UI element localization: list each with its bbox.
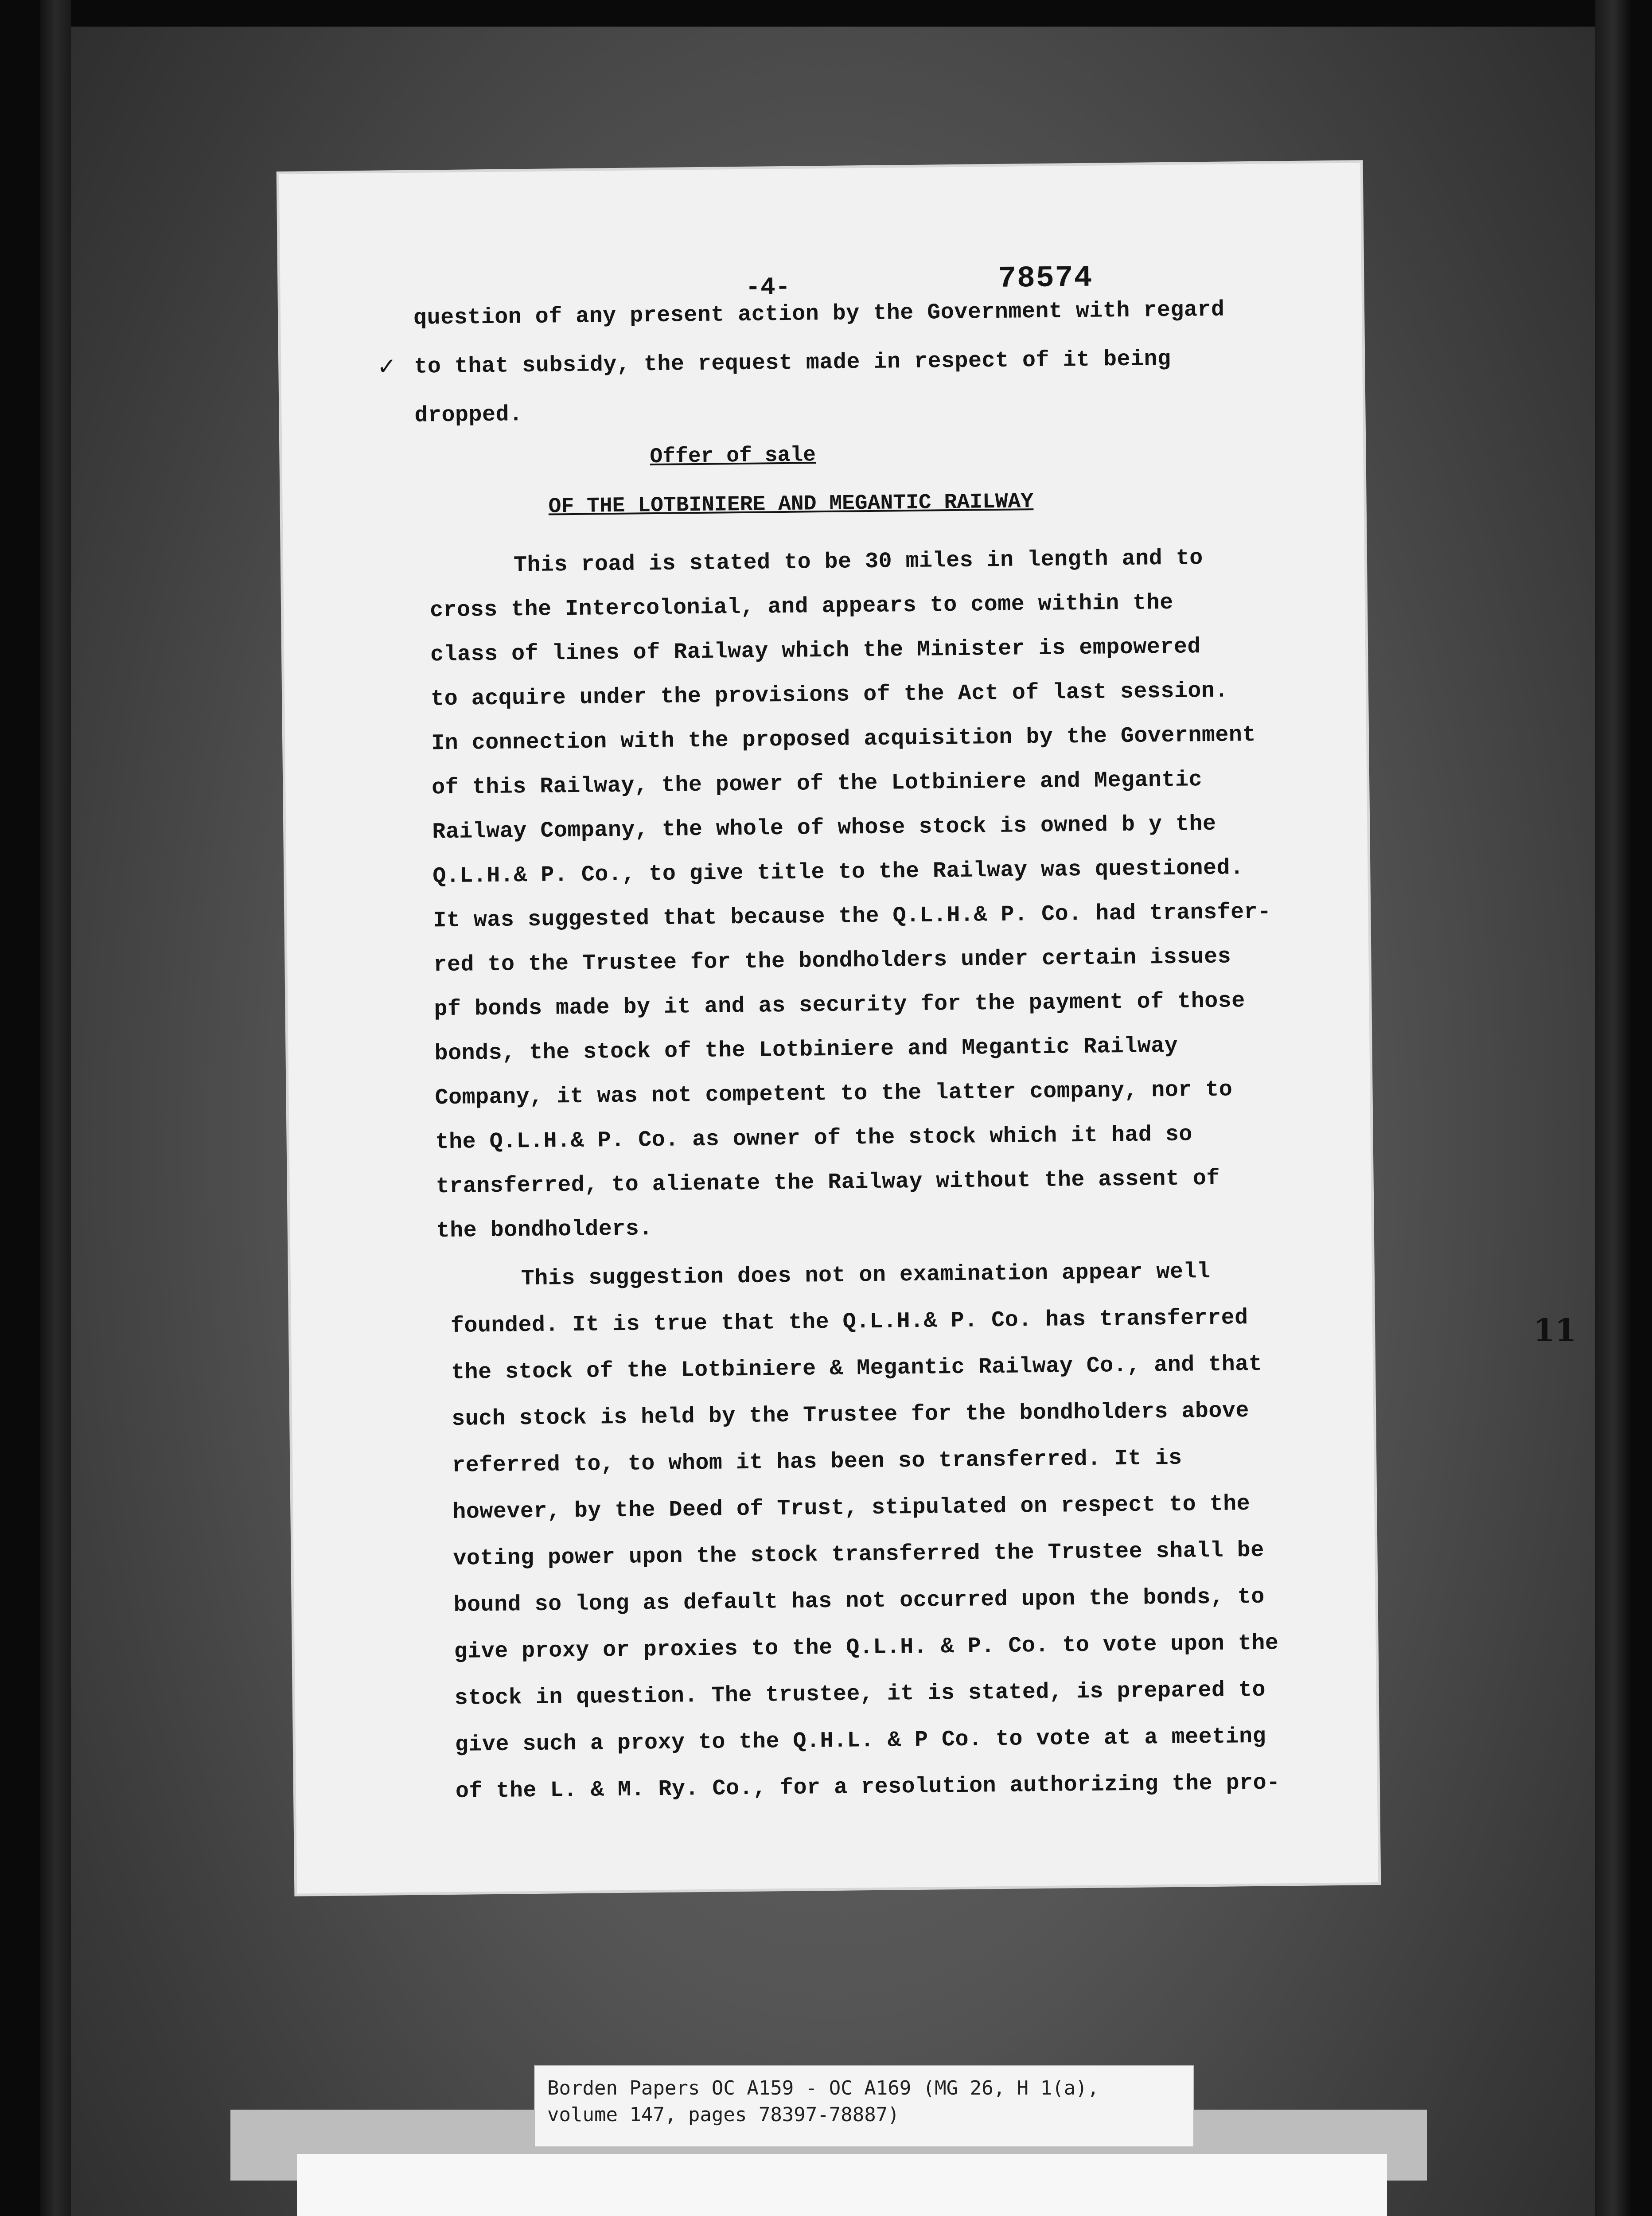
para1-line: red to the Trustee for the bondholders under certain issues — [433, 944, 1231, 978]
body-line: to that subsidy, the request made in respect of it being — [414, 346, 1171, 380]
para2-line: founded. It is true that the Q.L.H.& P. Co. has transferred — [450, 1305, 1248, 1339]
para1-line: Company, it was not competent to the latter company, nor to — [435, 1077, 1233, 1111]
citation-line: volume 147, pages 78397-78887) — [547, 2103, 900, 2126]
para2-line: give such a proxy to the Q.H.L. & P Co. to vote at a meeting — [455, 1724, 1266, 1758]
typed-page — [279, 163, 1378, 1893]
margin-mark: 11 — [1533, 1312, 1577, 1349]
para2-line: of the L. & M. Ry. Co., for a resolution authorizing the pro- — [455, 1770, 1280, 1804]
body-line: question of any present action by the Government with regard — [413, 297, 1225, 331]
citation-label — [534, 2065, 1194, 2147]
para2-line: voting power upon the stock transferred the Trustee shall be — [453, 1537, 1264, 1572]
para2-line: referred to, to whom it has been so transferred. It is — [452, 1445, 1182, 1479]
para1-line: This road is stated to be 30 miles in length and to — [513, 546, 1203, 578]
para1-line: the bondholders. — [436, 1216, 653, 1244]
para1-line: transferred, to alienate the Railway without the assent of — [436, 1166, 1220, 1200]
archives-stamp — [297, 2154, 1387, 2216]
heading-offer: Offer of sale — [650, 443, 816, 469]
para1-line: Railway Company, the whole of whose stock is owned b y the — [432, 811, 1216, 845]
film-edge-left — [40, 0, 71, 2216]
para1-line: class of lines of Railway which the Minister is empowered — [430, 634, 1201, 668]
para1-line: bonds, the stock of the Lotbiniere and Megantic Railway — [434, 1033, 1178, 1067]
para2-line: This suggestion does not on examination appear well — [521, 1259, 1211, 1292]
citation-line: Borden Papers OC A159 - OC A169 (MG 26, H 1(a), — [547, 2077, 1099, 2099]
para2-line: such stock is held by the Trustee for the bondholders above — [451, 1398, 1250, 1432]
para2-line: give proxy or proxies to the Q.L.H. & P. Co. to vote upon the — [454, 1631, 1279, 1665]
para1-line: Q.L.H.& P. Co., to give title to the Railway was questioned. — [432, 855, 1244, 890]
para1-line: to acquire under the provisions of the Act of last session. — [430, 678, 1229, 712]
body-line: dropped. — [414, 402, 523, 429]
para1-line: pf bonds made by it and as security for the payment of those — [434, 988, 1246, 1022]
para2-line: stock in question. The trustee, it is stated, is prepared to — [454, 1677, 1266, 1711]
para1-line: In connection with the proposed acquisition by the Government — [431, 722, 1256, 757]
margin-tick: ✓ — [378, 353, 395, 383]
film-edge-right — [1595, 0, 1631, 2216]
page-number: -4- — [745, 273, 791, 302]
document-number: 78574 — [997, 261, 1093, 296]
para1-line: It was suggested that because the Q.L.H.& P. Co. had transfer- — [433, 899, 1271, 934]
para1-line: of this Railway, the power of the Lotbiniere and Megantic — [431, 767, 1203, 801]
para1-line: the Q.L.H.& P. Co. as owner of the stock which it had so — [435, 1122, 1193, 1155]
typed-text — [279, 163, 1378, 1893]
para2-line: the stock of the Lotbiniere & Megantic Railway Co., and that — [451, 1351, 1262, 1385]
para2-line: bound so long as default has not occurred upon the bonds, to — [453, 1584, 1265, 1618]
para2-line: however, by the Deed of Trust, stipulated on respect to the — [452, 1491, 1251, 1525]
heading-railway: OF THE LOTBINIERE AND MEGANTIC RAILWAY — [548, 490, 1034, 519]
para1-line: cross the Intercolonial, and appears to come within the — [429, 590, 1174, 624]
